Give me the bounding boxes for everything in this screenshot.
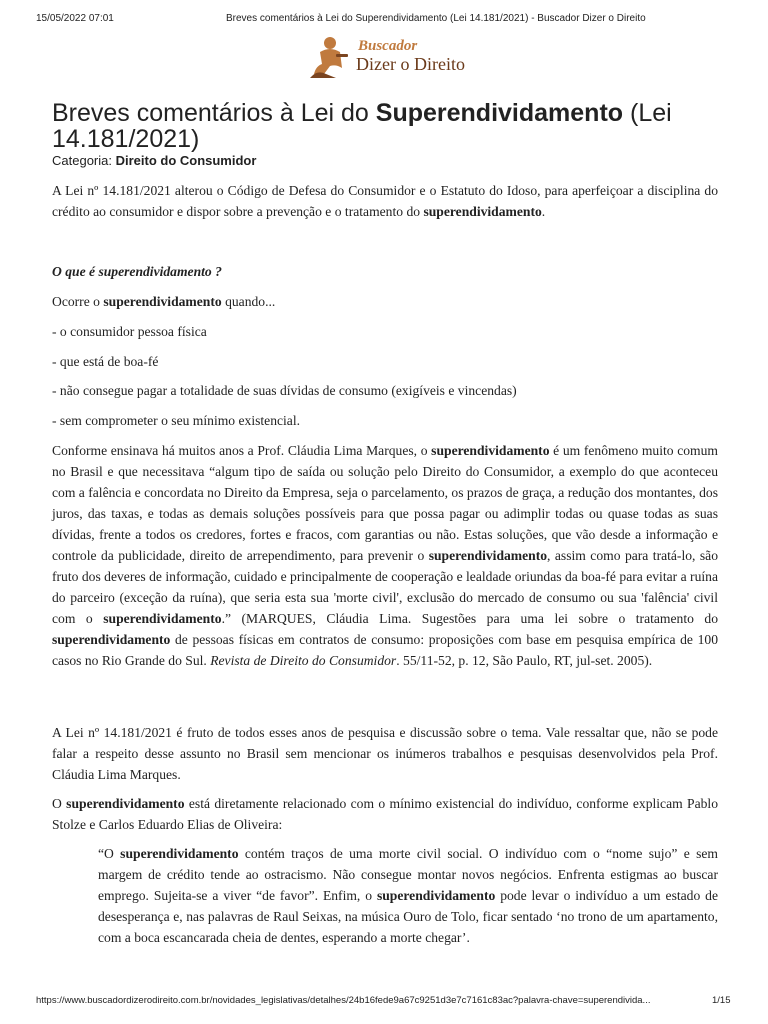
paragraph-marques: Conforme ensinava há muitos anos a Prof. Cláudia Lima Marques, o superendividamento é um fenômeno muito comum no Brasil e que necessitava “algum tipo de saída ou solução pelo Direito do Consumidor, a exemplo do que aconteceu com a falência e concordata no Direito da Empresa, seja o parcelamento, os prazos de graça, a redução dos montantes, dos juros, das taxas, e todas as demais soluções possíveis para que possa pagar ou adimplir todas ou quase todas as suas dívidas, frente a todos os credores, fortes e fracos, com garantias ou não. Estas soluções, que vão desde a informação e controle da publicidade, direito de arrependimento, para prevenir o superendividamento, assim como para tratá-lo, são fruto dos deveres de informação, cuidado e principalmente de cooperação e lealdade oriundas da boa-fé para evitar a ruína do parceiro (exceção da ruína), que seria esta sua 'morte civil', exclusão do mercado de consumo ou sua 'falência' civil com o superendividamento.” (MARQUES, Cláudia Lima. Sugestões para uma lei sobre o tratamento do superendividamento de pessoas físicas em contratos de consumo: proposições com base em pesquisa empírica de 100 casos no Rio Grande do Sul. Revista de Direito do Consumidor. 55/11-52, p. 12, São Paulo, RT, jul-set. 2005).	[52, 443, 719, 668]
section-heading: O que é superendividamento ?	[52, 264, 222, 279]
paragraph-occurs: Ocorre o superendividamento quando...	[52, 294, 276, 309]
article-category: Categoria: Direito do Consumidor	[52, 153, 257, 168]
site-logo[interactable]	[306, 34, 466, 82]
blockquote: “O superendividamento contém traços de uma morte civil social. O indivíduo com o “nome sujo” e sem margem de crédito tende ao ostracismo. Não consegue montar novos negócios. Enfrenta estigmas ao buscar emprego. Sujeita-se a viver “de favor”. Enfim, o superendividamento pode levar o indivíduo a um estado de desesperança e, nas palavras de Raul Seixas, na música Ouro de Tolo, ficar sentado ‘no trono de um apartamento, com a boca escancarada cheia de dentes, esperando a morte chegar’.	[98, 846, 718, 945]
article-title: Breves comentários à Lei do Superendividamento (Lei 14.181/2021)	[52, 99, 672, 153]
list-item: - que está de boa-fé	[52, 354, 159, 369]
list-item: - não consegue pagar a totalidade de suas dívidas de consumo (exigíveis e vincendas)	[52, 383, 517, 398]
paragraph-intro: A Lei nº 14.181/2021 alterou o Código de Defesa do Consumidor e o Estatuto do Idoso, para aperfeiçoar a disciplina do crédito ao consumidor e dispor sobre a prevenção e o tratamento do superendividamento.	[52, 183, 718, 219]
print-timestamp: 15/05/2022 07:01	[36, 13, 114, 24]
logo-text-dizer-o-direito: Dizer o Direito	[356, 54, 465, 74]
category-link[interactable]: Direito do Consumidor	[115, 153, 257, 168]
paragraph-law-origin: A Lei nº 14.181/2021 é fruto de todos esses anos de pesquisa e discussão sobre o tema. Vale ressaltar que, não se pode falar a respeito desse assunto no Brasil sem mencionar os inúmeros trabalhos e pesquisas desenvolvidos pela Prof. Cláudia Lima Marques.	[52, 725, 718, 782]
logo-text-buscador: Buscador	[358, 38, 418, 54]
print-page-title: Breves comentários à Lei do Superendividamento (Lei 14.181/2021) - Buscador Dizer o Direito	[226, 13, 646, 24]
print-page-number: 1/15	[712, 995, 731, 1006]
seated-figure-logo-icon	[306, 34, 352, 82]
list-item: - o consumidor pessoa física	[52, 324, 207, 339]
paragraph-minimum: O superendividamento está diretamente relacionado com o mínimo existencial do indivíduo, conforme explicam Pablo Stolze e Carlos Eduardo Elias de Oliveira:	[52, 796, 718, 832]
print-url: https://www.buscadordizerodireito.com.br/novidades_legislativas/detalhes/24b16fede9a67c9251d3e7c7161c83ac?palavra-chave=superendivida...	[36, 995, 651, 1006]
list-item: - sem comprometer o seu mínimo existencial.	[52, 413, 301, 428]
